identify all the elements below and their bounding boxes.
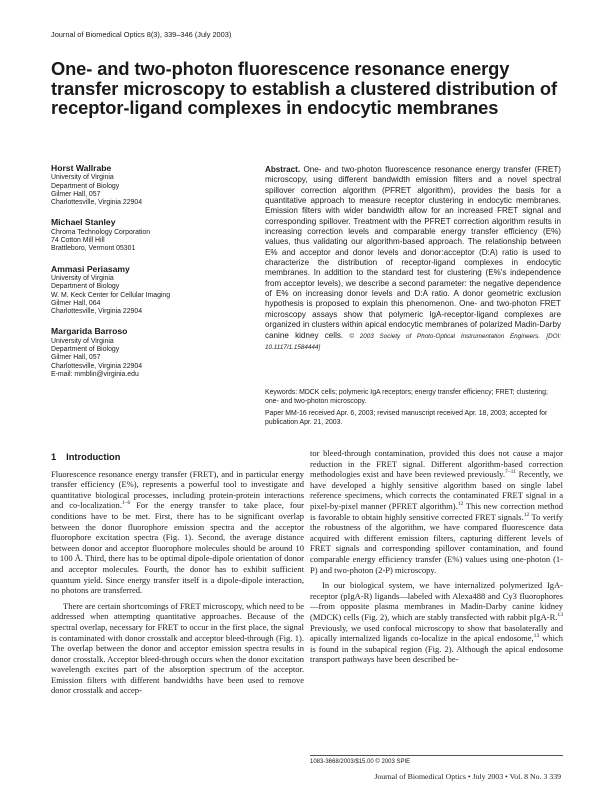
- citation[interactable]: 13: [533, 633, 540, 640]
- footer-issn-code: 1083-3668/2003/$15.00 © 2003 SPIE: [310, 759, 411, 765]
- abstract-copyright: © 2003 Society of Photo-Optical Instrumentation Engineers.: [349, 332, 541, 340]
- section-heading: [51, 452, 304, 463]
- affiliation-line: University of Virginia: [51, 274, 114, 282]
- text-run: Previously, we used confocal microscopy to show that basolaterally and apically internalized ligands co-localize in the apical endosome,: [310, 622, 563, 644]
- body-column-left: [51, 452, 304, 696]
- text-run: Recently, we have developed a highly sensitive algorithm based on single label reference specimens, which corrects the contaminated FRET signal in a pixel-by-pixel manner (PFRET algorithm).: [310, 469, 563, 511]
- text-run: This new correction method is favorable to obtain highly sensitive corrected FRET signals.: [310, 500, 563, 522]
- affiliation-line: University of Virginia: [51, 174, 114, 182]
- section-number: 1: [51, 452, 57, 462]
- affiliation-line: Charlottesville, Virginia 22904: [51, 199, 143, 207]
- affiliation-line: Department of Biology: [51, 346, 120, 354]
- citation[interactable]: 12: [523, 511, 530, 518]
- text-run: tor bleed-through contamination, provided this does not cause a major reduction in the FRET signal. Different algorithm-based correction methodologies exist and have been reviewed previously.: [310, 448, 563, 480]
- author-name: Margarida Barroso: [51, 326, 128, 337]
- paper-received-note: Paper MM-16 received Apr. 6, 2003; revised manuscript received Apr. 18, 2003; accepted for publication Apr. 21, 2003.: [265, 410, 548, 426]
- author-block: [51, 218, 251, 253]
- author-name: Michael Stanley: [51, 217, 116, 228]
- author-list: [51, 164, 251, 390]
- keywords: Keywords: MDCK cells; polymeric IgA receptors; energy transfer efficiency; FRET; clustering; one- and two-photon microscopy.: [265, 389, 548, 405]
- abstract-label: Abstract.: [265, 165, 301, 174]
- affiliation-line: Charlottesville, Virginia 22904: [51, 308, 143, 316]
- affiliation-line: Department of Biology: [51, 182, 120, 190]
- text-run: In our biological system, we have internalized polymerized IgA-receptor (pIgA-R) ligands—labeled with Alexa488 and Cy3 fluorophores—from opposite plasma membranes in Madin-Darby canine kidney (MDCK) cells (Fig. 2), which are stably transfected with rabbit pIgA-R.: [310, 580, 563, 622]
- article-title: One- and two-photon fluorescence resonance energy transfer microscopy to establish a clustered distribution of receptor-ligand complexes in endocytic membranes: [51, 58, 557, 118]
- journal-header: Journal of Biomedical Optics 8(3), 339–346 (July 2003): [51, 30, 232, 39]
- author-block: [51, 164, 251, 207]
- author-name: Ammasi Periasamy: [51, 263, 130, 274]
- intro-paragraph-3: [310, 448, 563, 575]
- affiliation-line: 74 Cotton Mill Hill: [51, 237, 105, 245]
- footer-divider: [310, 755, 563, 756]
- citation[interactable]: 7–11: [505, 469, 516, 476]
- text-run: For the energy transfer to take place, four conditions have to be met. First, there has to be significant overlap between the donor fluorophore emission spectra and the acceptor fluorophore excitation spectra (Fig. 1). Second, the average distance between donor and acceptor fluorophore molecules should be around 10 to 100 Å. Third, there has to be optimal dipole-dipole orientation of donor and acceptor molecules. Fourth, the donor has to exhibit sufficient quantum yield. Since energy transfer itself is a dipole-dipole interaction, no photons are transferred.: [51, 500, 304, 596]
- section-title: Introduction: [66, 452, 121, 462]
- text-run: which is found in the subapical region (Fig. 2). Although the apical endosome transport pathways have been described be-: [310, 633, 563, 665]
- citation[interactable]: 13: [557, 612, 563, 619]
- author-email[interactable]: E-mail: mmblin@virginia.edu: [51, 370, 139, 378]
- intro-paragraph-1: [51, 469, 304, 596]
- abstract: [265, 165, 561, 353]
- affiliation-line: Department of Biology: [51, 283, 120, 291]
- affiliation-line: Gilmer Hall, 064: [51, 299, 101, 307]
- author-name: Horst Wallrabe: [51, 163, 112, 173]
- affiliation-line: Gilmer Hall, 057: [51, 190, 101, 198]
- author-block: [51, 327, 251, 379]
- affiliation-line: W. M. Keck Center for Cellular Imaging: [51, 291, 171, 299]
- affiliation-line: University of Virginia: [51, 337, 114, 345]
- intro-paragraph-2: There are certain shortcomings of FRET microscopy, which need to be addressed when attempting quantitative approaches. Because of the spectral overlap, necessary for FRET to occur in the first place, the signal is contaminated with donor crosstalk and acceptor bleed-through (Fig. 1). The overlap between the donor and acceptor emission spectra results in donor crosstalk. Acceptor bleed-through occurs when the donor excitation wavelength excites part of the absorption spectrum of the acceptor. Emission filters with different bandwidths have been used to remove donor crosstalk and accep-: [51, 600, 304, 696]
- affiliation-line: Brattleboro, Vermont 05301: [51, 245, 136, 253]
- abstract-text: One- and two-photon fluorescence resonance energy transfer (FRET) microscopy, using different bandwidth emission filters and a novel spectral spillover correction algorithm (PFRET algorithm), provides the basis for a quantitative approach to measure receptor clustering in endocytic membranes. Emission filters with wider bandwidth allow for an increased FRET signal and corresponding spillover. Treatment with the PFRET correction algorithm results in increasing correction levels and comparable energy transfer efficiency (E%) values, thus validating our algorithm-based approach. The relationship between E% and acceptor and donor levels and donor:acceptor (D:A) ratio is used to characterize the distribution of receptor-ligand complexes in endocytic membranes. In addition to the standard test for clustering (E%'s independence from acceptor levels), we describe a second parameter: the negative dependence of E% on increasing donor levels and D:A ratio. A donor geometric exclusion hypothesis is proposed to explain this phenomenon. One- and two-photon FRET microscopy assays show that polymeric IgA-receptor-ligand complexes are organized in clusters within apical endocytic membranes of polarized Madin-Darby canine kidney cells.: [265, 165, 561, 340]
- text-run: Fluorescence resonance energy transfer (FRET), and in particular energy transfer efficiency (E%), represents a powerful tool to investigate and quantitative biological processes, including protein-protein interactions and co-localization.: [51, 468, 304, 511]
- text-run: To verify the robustness of the algorithm, we have compared fluorescence data acquired with different emission filters, capturing different levels of FRET signals and corresponding spillover contamination, and found comparable energy efficiency transfer (E%) values using one-photon (1-P) and two-photon (2-P) microscopy.: [310, 511, 563, 575]
- citation[interactable]: 12: [457, 501, 464, 508]
- affiliation-line: Gilmer Hall, 057: [51, 354, 101, 362]
- intro-paragraph-4: [310, 580, 563, 665]
- footer-journal-line: Journal of Biomedical Optics • July 2003 • Vol. 8 No. 3 339: [374, 772, 561, 781]
- affiliation-line: Charlottesville, Virginia 22904: [51, 362, 143, 370]
- author-block: [51, 265, 251, 317]
- abstract-doi[interactable]: [DOI: 10.1117/1.1584444]: [265, 332, 562, 351]
- affiliation-line: Chroma Technology Corporation: [51, 228, 151, 236]
- citation[interactable]: 1–6: [121, 500, 131, 507]
- body-column-right: [310, 448, 563, 665]
